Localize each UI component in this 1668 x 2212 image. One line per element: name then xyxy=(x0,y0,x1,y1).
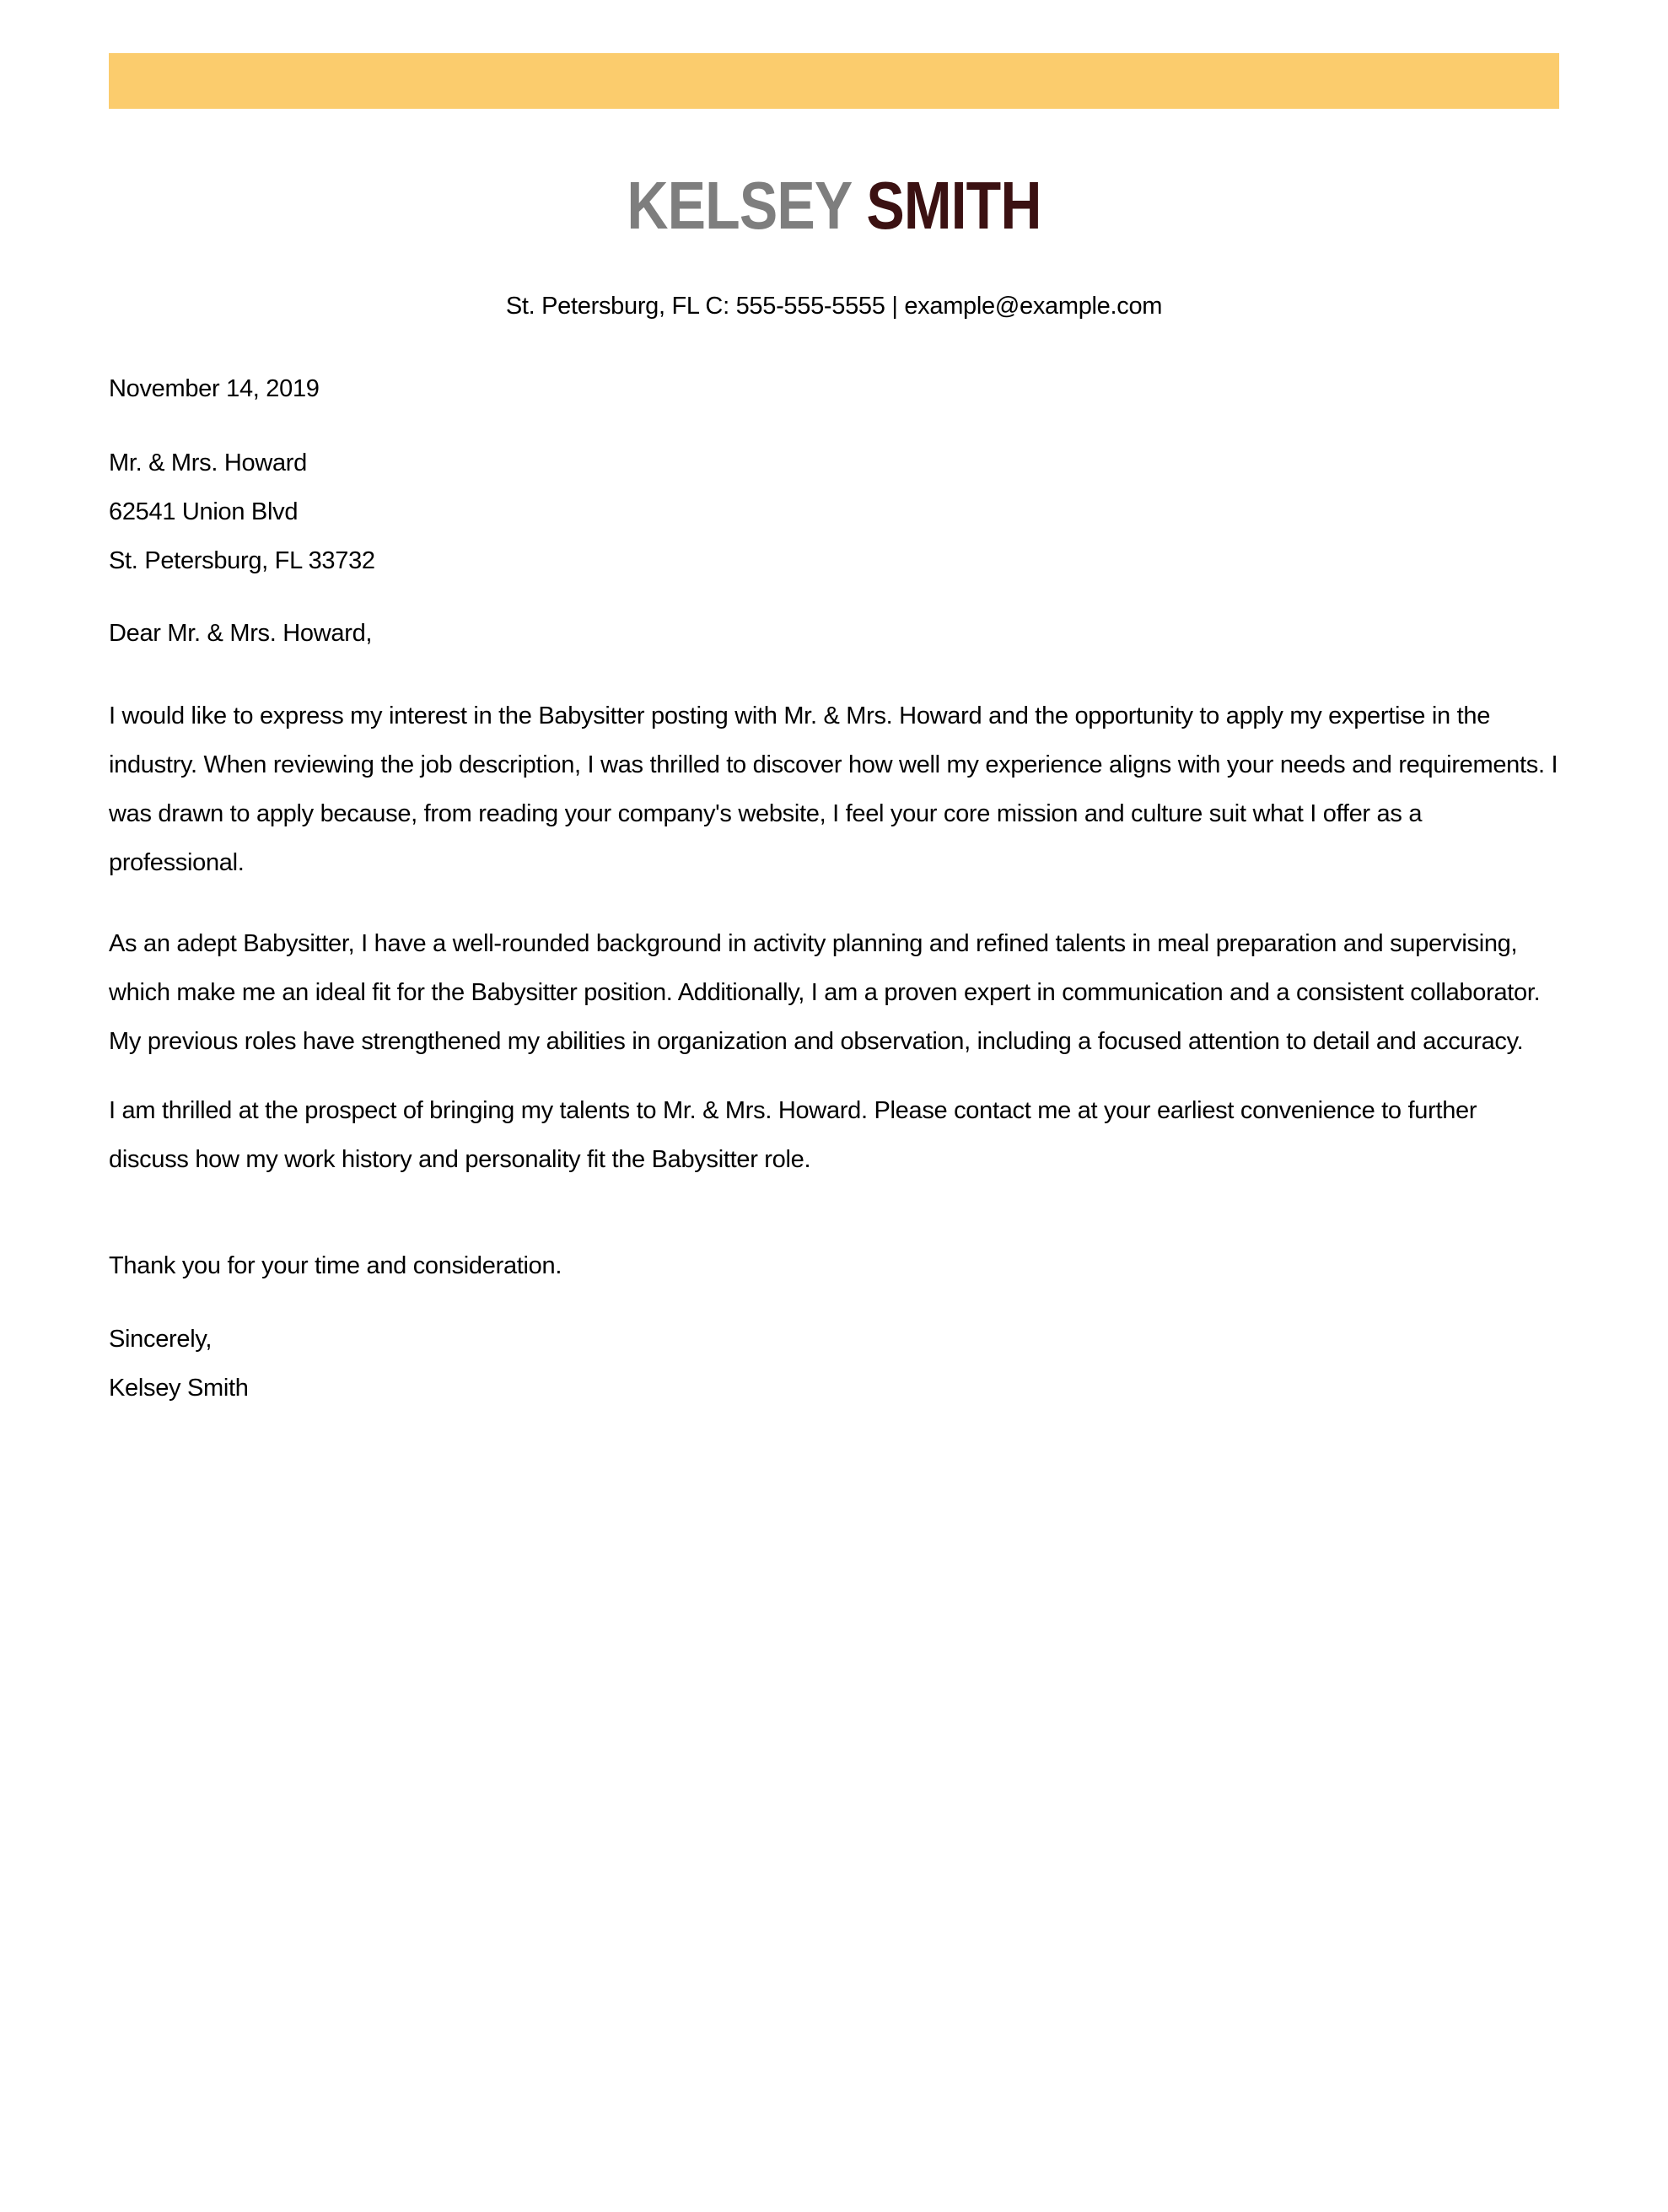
last-name-text: SMITH xyxy=(866,168,1041,243)
body-paragraph-3: I am thrilled at the prospect of bringing my talents to Mr. & Mrs. Howard. Please contact me at your earliest convenience to further discuss how my work history and personality fit the Babysitter role. xyxy=(109,1097,1477,1173)
cover-letter-page xyxy=(0,53,1668,2212)
recipient-street-line: 62541 Union Blvd xyxy=(109,498,299,525)
header-accent-banner xyxy=(109,53,1559,109)
letter-date: November 14, 2019 xyxy=(109,375,320,402)
contact-info-line: St. Petersburg, FL C: 555-555-5555 | example@example.com xyxy=(505,293,1163,320)
closing-line: Sincerely, xyxy=(109,1326,213,1353)
closing-block xyxy=(109,1315,1559,1413)
body-paragraph-1: I would like to express my interest in the Babysitter posting with Mr. & Mrs. Howard and the opportunity to apply my expertise in the industry. When reviewing the job description, I was thrilled to discover how well my experience aligns with your needs and requirements. I was drawn to apply because, from reading your company's website, I feel your core mission and culture suit what I offer as a professional. xyxy=(109,702,1558,876)
signature-name: Kelsey Smith xyxy=(109,1375,249,1402)
letter-content xyxy=(0,168,1668,1413)
recipient-name-line: Mr. & Mrs. Howard xyxy=(109,449,307,476)
body-paragraph-2: As an adept Babysitter, I have a well-rounded background in activity planning and refined talents in meal preparation and supervising, which make me an ideal fit for the Babysitter position. Additionally, I am a proven expert in communication and a consistent collaborator. My previous roles have strengthened my abilities in organization and observation, including a focused attention to detail and accuracy. xyxy=(109,930,1541,1055)
page-title xyxy=(218,168,1450,243)
first-name-text: KELSEY xyxy=(627,168,853,243)
recipient-address-block xyxy=(109,439,1559,585)
recipient-city-line: St. Petersburg, FL 33732 xyxy=(109,547,375,574)
salutation-line: Dear Mr. & Mrs. Howard, xyxy=(109,620,373,647)
thank-you-line: Thank you for your time and consideration. xyxy=(109,1252,562,1279)
